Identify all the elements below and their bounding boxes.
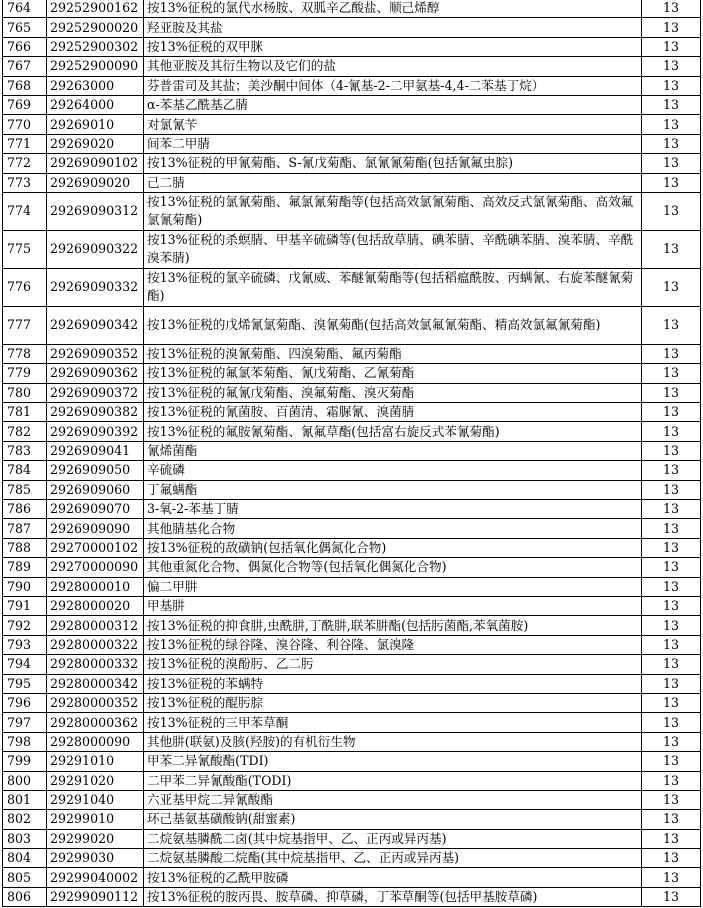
commodity-name: 偏二甲肼 <box>144 577 642 596</box>
tax-rate: 13 <box>642 76 701 95</box>
table-row <box>3 383 701 402</box>
tax-rate: 13 <box>642 868 701 887</box>
commodity-name: 二烷氨基膦酸二烷酯(其中烷基指甲、乙、正丙或异丙基) <box>144 849 642 868</box>
commodity-code: 29280000312 <box>47 616 144 635</box>
commodity-code: 29270000102 <box>47 538 144 557</box>
commodity-name: 按13%征税的氟胺氰菊酯、氰氟草酯(包括富右旋反式苯氰菊酯) <box>144 422 642 441</box>
tax-rate: 13 <box>642 577 701 596</box>
table-row <box>3 441 701 460</box>
commodity-code: 29269020 <box>47 134 144 153</box>
commodity-name: 按13%征税的氟氯苯菊酯、氰戊菊酯、乙氰菊酯 <box>144 364 642 383</box>
row-index: 792 <box>3 616 47 635</box>
table-row <box>3 655 701 674</box>
commodity-name: 其他亚胺及其衍生物以及它们的盐 <box>144 57 642 76</box>
row-index: 797 <box>3 713 47 732</box>
table-row <box>3 57 701 76</box>
commodity-code: 29299040002 <box>47 868 144 887</box>
row-index: 804 <box>3 849 47 868</box>
row-index: 771 <box>3 134 47 153</box>
commodity-code: 29299020 <box>47 829 144 848</box>
row-index: 803 <box>3 829 47 848</box>
commodity-code: 29280000352 <box>47 693 144 712</box>
commodity-name: 按13%征税的醌肟腙 <box>144 693 642 712</box>
tax-rate: 13 <box>642 616 701 635</box>
commodity-name: 按13%征税的敌磺钠(包括氧化偶氮化合物) <box>144 538 642 557</box>
commodity-code: 29299090112 <box>47 887 144 906</box>
tax-rate: 13 <box>642 732 701 751</box>
tax-rate: 13 <box>642 192 701 230</box>
commodity-code: 2926909060 <box>47 480 144 499</box>
commodity-code: 29291010 <box>47 752 144 771</box>
commodity-name: 按13%征税的氰菌胺、百菌清、霜脲氰、溴菌腈 <box>144 403 642 422</box>
commodity-code: 29291040 <box>47 790 144 809</box>
tax-rate: 13 <box>642 596 701 615</box>
commodity-code: 29263000 <box>47 76 144 95</box>
tax-rate: 13 <box>642 37 701 56</box>
tax-rate: 13 <box>642 810 701 829</box>
row-index: 789 <box>3 558 47 577</box>
commodity-name: 辛硫磷 <box>144 461 642 480</box>
commodity-code: 2926909020 <box>47 173 144 192</box>
row-index: 772 <box>3 154 47 173</box>
commodity-code: 29269090342 <box>47 306 144 344</box>
table-row <box>3 790 701 809</box>
tax-rate: 13 <box>642 558 701 577</box>
commodity-name: 二烷氨基膦酰二卤(其中烷基指甲、乙、正丙或异丙基) <box>144 829 642 848</box>
table-row <box>3 422 701 441</box>
commodity-code: 29252900020 <box>47 18 144 37</box>
commodity-name: 按13%征税的溴酚肟、乙二肟 <box>144 655 642 674</box>
table-row <box>3 403 701 422</box>
tax-rate: 13 <box>642 383 701 402</box>
table-row <box>3 616 701 635</box>
table-row <box>3 306 701 344</box>
commodity-name: 按13%征税的乙酰甲胺磷 <box>144 868 642 887</box>
commodity-name: 按13%征税的绿谷隆、溴谷隆、利谷隆、氯溴隆 <box>144 635 642 654</box>
row-index: 765 <box>3 18 47 37</box>
tax-rate: 13 <box>642 154 701 173</box>
table-row <box>3 538 701 557</box>
tax-rate: 13 <box>642 655 701 674</box>
commodity-code: 29269090352 <box>47 344 144 363</box>
commodity-code: 29269090382 <box>47 403 144 422</box>
table-row <box>3 558 701 577</box>
commodity-code: 2928000020 <box>47 596 144 615</box>
row-index: 775 <box>3 230 47 268</box>
table-row <box>3 868 701 887</box>
commodity-name: 其他腈基化合物 <box>144 519 642 538</box>
commodity-name: 按13%征税的甲氰菊酯、S-氰戊菊酯、氯氰氰菊酯(包括氰氟虫腙) <box>144 154 642 173</box>
row-index: 783 <box>3 441 47 460</box>
commodity-code: 29252900090 <box>47 57 144 76</box>
commodity-code: 2926909090 <box>47 519 144 538</box>
commodity-code: 2926909070 <box>47 500 144 519</box>
table-row <box>3 693 701 712</box>
commodity-name: 按13%征税的抑食肼,虫酰肼,丁酰肼,联苯肼酯(包括肟菌酯,苯氧菌胺) <box>144 616 642 635</box>
commodity-code: 29269010 <box>47 115 144 134</box>
table-row <box>3 134 701 153</box>
tax-rate: 13 <box>642 364 701 383</box>
row-index: 776 <box>3 268 47 306</box>
tax-rate: 13 <box>642 441 701 460</box>
row-index: 784 <box>3 461 47 480</box>
commodity-code: 29269090102 <box>47 154 144 173</box>
commodity-code: 2928000090 <box>47 732 144 751</box>
tax-rate: 13 <box>642 538 701 557</box>
commodity-name: 二甲苯二异氰酸酯(TODI) <box>144 771 642 790</box>
table-row <box>3 37 701 56</box>
row-index: 766 <box>3 37 47 56</box>
tax-rate: 13 <box>642 693 701 712</box>
table-row <box>3 76 701 95</box>
commodity-code: 2926909041 <box>47 441 144 460</box>
tax-rate: 13 <box>642 752 701 771</box>
commodity-name: α-苯基乙酰基乙腈 <box>144 95 642 114</box>
table-row <box>3 596 701 615</box>
commodity-name: 六亚基甲烷二异氰酸酯 <box>144 790 642 809</box>
tax-rate: 13 <box>642 422 701 441</box>
tax-rate: 13 <box>642 95 701 114</box>
tax-rate: 13 <box>642 230 701 268</box>
table-row <box>3 519 701 538</box>
commodity-name: 甲基肼 <box>144 596 642 615</box>
table-row <box>3 192 701 230</box>
tax-rate: 13 <box>642 0 701 18</box>
tax-rate: 13 <box>642 500 701 519</box>
commodity-name: 按13%征税的三甲苯草酮 <box>144 713 642 732</box>
commodity-code: 29269090372 <box>47 383 144 402</box>
commodity-code: 29269090332 <box>47 268 144 306</box>
commodity-name: 丁氟螨酯 <box>144 480 642 499</box>
row-index: 806 <box>3 887 47 906</box>
row-index: 790 <box>3 577 47 596</box>
tax-rate: 13 <box>642 461 701 480</box>
table-row <box>3 674 701 693</box>
row-index: 788 <box>3 538 47 557</box>
table-row <box>3 154 701 173</box>
row-index: 770 <box>3 115 47 134</box>
tax-rate: 13 <box>642 674 701 693</box>
table-row <box>3 268 701 306</box>
table-row <box>3 461 701 480</box>
commodity-name: 环己基氨基磺酸钠(甜蜜素) <box>144 810 642 829</box>
row-index: 801 <box>3 790 47 809</box>
tax-rate: 13 <box>642 268 701 306</box>
row-index: 774 <box>3 192 47 230</box>
commodity-name: 按13%征税的苯螨特 <box>144 674 642 693</box>
tax-rate: 13 <box>642 403 701 422</box>
tax-rate: 13 <box>642 635 701 654</box>
commodity-code: 29291020 <box>47 771 144 790</box>
tax-rate: 13 <box>642 173 701 192</box>
commodity-name: 羟亚胺及其盐 <box>144 18 642 37</box>
row-index: 802 <box>3 810 47 829</box>
commodity-code: 29252900162 <box>47 0 144 18</box>
table-row <box>3 18 701 37</box>
tax-rate: 13 <box>642 519 701 538</box>
commodity-name: 按13%征税的胺丙畏、胺草磷、抑草磷，丁苯草酮等(包括甲基胺草磷) <box>144 887 642 906</box>
row-index: 786 <box>3 500 47 519</box>
commodity-name: 按13%征税的溴氰菊酯、四溴菊酯、氟丙菊酯 <box>144 344 642 363</box>
table-row <box>3 635 701 654</box>
commodity-code: 29280000362 <box>47 713 144 732</box>
tax-rate: 13 <box>642 829 701 848</box>
commodity-name: 其他重氮化合物、偶氮化合物等(包括氧化偶氮化合物) <box>144 558 642 577</box>
table-row <box>3 810 701 829</box>
row-index: 785 <box>3 480 47 499</box>
commodity-name: 按13%征税的氟氰戊菊酯、溴氟菊酯、溴灭菊酯 <box>144 383 642 402</box>
tax-rate: 13 <box>642 771 701 790</box>
table-row <box>3 115 701 134</box>
table-row <box>3 364 701 383</box>
tax-rate: 13 <box>642 18 701 37</box>
row-index: 781 <box>3 403 47 422</box>
commodity-code: 29280000332 <box>47 655 144 674</box>
commodity-code: 29269090362 <box>47 364 144 383</box>
row-index: 793 <box>3 635 47 654</box>
row-index: 799 <box>3 752 47 771</box>
table-row <box>3 230 701 268</box>
row-index: 795 <box>3 674 47 693</box>
commodity-code: 2926909050 <box>47 461 144 480</box>
table-row <box>3 173 701 192</box>
row-index: 798 <box>3 732 47 751</box>
table-row <box>3 829 701 848</box>
commodity-name: 按13%征税的氯代水杨胺、双胍辛乙酸盐、顺己烯醇 <box>144 0 642 18</box>
commodity-name: 按13%征税的杀螟腈、甲基辛硫磷等(包括敌草腈、碘苯腈、辛酰碘苯腈、溴苯腈、辛酰溴苯腈) <box>144 230 642 268</box>
commodity-code: 29280000342 <box>47 674 144 693</box>
table-row <box>3 887 701 906</box>
commodity-name: 按13%征税的戊烯氰氯菊酯、溴氰菊酯(包括高效氯氟氰菊酯、精高效氯氟氰菊酯) <box>144 306 642 344</box>
commodity-name: 按13%征税的氯氰菊酯、氟氯氰菊酯等(包括高效氯氰菊酯、高效反式氯氰菊酯、高效氟氯氰菊酯) <box>144 192 642 230</box>
row-index: 778 <box>3 344 47 363</box>
commodity-code: 29264000 <box>47 95 144 114</box>
row-index: 796 <box>3 693 47 712</box>
commodity-name: 芬普雷司及其盐；美沙酮中间体（4-氰基-2-二甲氨基-4,4-二苯基丁烷） <box>144 76 642 95</box>
tax-rate: 13 <box>642 713 701 732</box>
row-index: 780 <box>3 383 47 402</box>
tax-rate: 13 <box>642 887 701 906</box>
table-row <box>3 95 701 114</box>
row-index: 768 <box>3 76 47 95</box>
tax-rate: 13 <box>642 480 701 499</box>
commodity-name: 间苯二甲腈 <box>144 134 642 153</box>
row-index: 779 <box>3 364 47 383</box>
commodity-code: 29280000322 <box>47 635 144 654</box>
tax-rate: 13 <box>642 57 701 76</box>
commodity-name: 按13%征税的双甲脒 <box>144 37 642 56</box>
tax-rate: 13 <box>642 134 701 153</box>
tax-rate: 13 <box>642 306 701 344</box>
table-row <box>3 752 701 771</box>
row-index: 791 <box>3 596 47 615</box>
commodity-code: 29299010 <box>47 810 144 829</box>
row-index: 764 <box>3 0 47 18</box>
table-row <box>3 577 701 596</box>
table-row <box>3 344 701 363</box>
commodity-code: 29269090312 <box>47 192 144 230</box>
commodity-name: 3-氧-2-苯基丁腈 <box>144 500 642 519</box>
commodity-name: 甲苯二异氰酸酯(TDI) <box>144 752 642 771</box>
table-row <box>3 732 701 751</box>
table-row <box>3 0 701 18</box>
commodity-code: 29299030 <box>47 849 144 868</box>
commodity-name: 其他肼(联氨)及胲(羟胺)的有机衍生物 <box>144 732 642 751</box>
table-row <box>3 480 701 499</box>
tax-rate: 13 <box>642 115 701 134</box>
commodity-code: 29270000090 <box>47 558 144 577</box>
row-index: 767 <box>3 57 47 76</box>
commodity-code: 29269090322 <box>47 230 144 268</box>
tax-rate: 13 <box>642 344 701 363</box>
row-index: 769 <box>3 95 47 114</box>
row-index: 782 <box>3 422 47 441</box>
row-index: 794 <box>3 655 47 674</box>
row-index: 773 <box>3 173 47 192</box>
row-index: 805 <box>3 868 47 887</box>
table-row <box>3 713 701 732</box>
row-index: 787 <box>3 519 47 538</box>
commodity-code: 29269090392 <box>47 422 144 441</box>
row-index: 777 <box>3 306 47 344</box>
table-body <box>3 0 701 907</box>
row-index: 800 <box>3 771 47 790</box>
commodity-code: 29252900302 <box>47 37 144 56</box>
commodity-code: 2928000010 <box>47 577 144 596</box>
commodity-name: 对氯氰苄 <box>144 115 642 134</box>
table-row <box>3 771 701 790</box>
table-row <box>3 500 701 519</box>
table-row <box>3 849 701 868</box>
tariff-table <box>2 0 701 907</box>
commodity-name: 己二腈 <box>144 173 642 192</box>
commodity-name: 氰烯菌酯 <box>144 441 642 460</box>
tax-rate: 13 <box>642 849 701 868</box>
commodity-name: 按13%征税的氯辛硫磷、戊氰威、苯醚氰菊酯等(包括稻瘟酰胺、丙螨氰、右旋苯醚氰菊酯) <box>144 268 642 306</box>
tax-rate: 13 <box>642 790 701 809</box>
